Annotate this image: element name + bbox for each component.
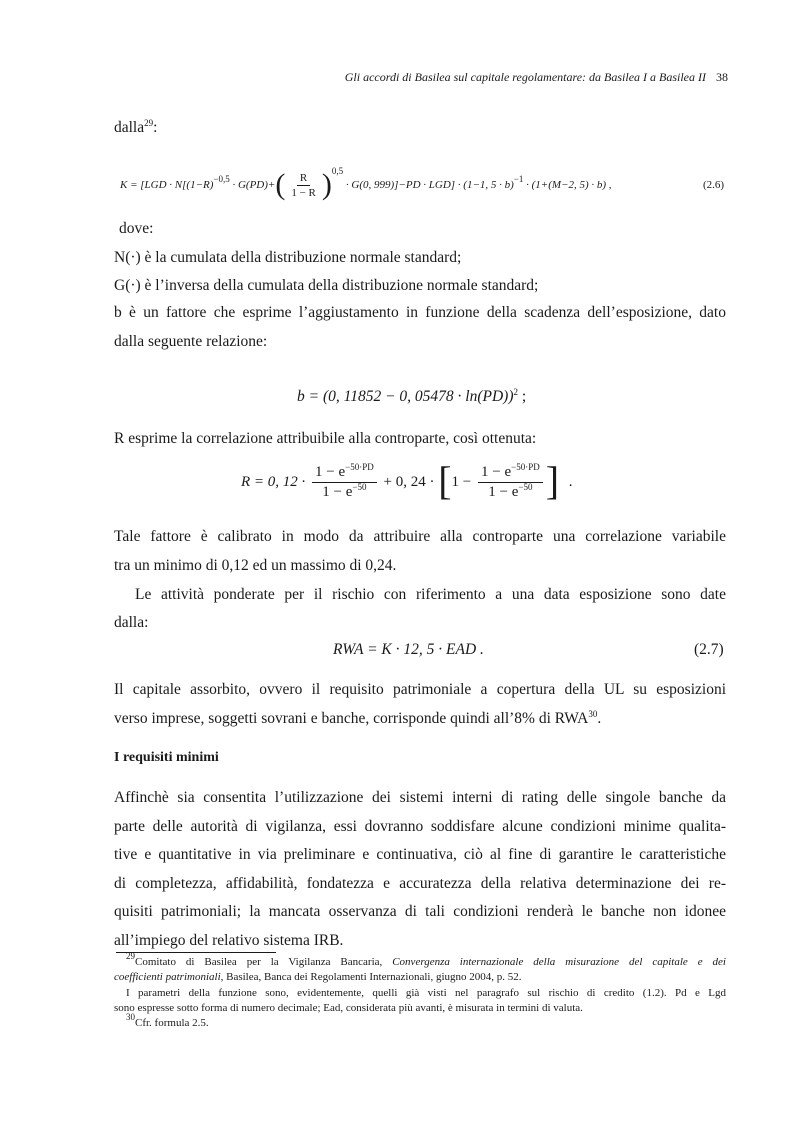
eq-b-exp: 2 <box>513 387 519 397</box>
reqs-line3: tive e quantitative in via preliminare e continuativa, ciò al fine di garantire le caratteristiche <box>114 846 726 863</box>
eq26-part3: · G(0, 999)]−PD · LGD] · (1−1, 5 · b) <box>343 179 514 191</box>
eq-r-frac1-num: 1 − e <box>315 464 346 480</box>
eq26-part2: · G(PD)+ <box>229 179 276 191</box>
capital-line2-text: verso imprese, soggetti sovrani e banche, corrisponde quindi all’8% di RWA <box>114 710 589 727</box>
eq27-text: RWA = K · 12, 5 · EAD . <box>333 641 484 658</box>
def-g: G(·) è l’inversa della cumulata della distribuzione normale standard; <box>114 277 539 294</box>
eq26-frac-num: R <box>297 172 310 186</box>
equation-2-7-label: (2.7) <box>694 641 724 658</box>
equation-2-7 <box>333 635 484 664</box>
footnote-30-text: Cfr. formula 2.5. <box>135 1017 209 1029</box>
capital-line2-end: . <box>597 710 602 727</box>
eq-r-rbracket: ] <box>545 457 560 503</box>
def-b-line2: dalla seguente relazione: <box>114 333 268 350</box>
eq-r-frac1-num-exp: −50·PD <box>345 462 374 472</box>
intro-line <box>114 113 157 142</box>
footnote-29-line1 <box>126 951 726 970</box>
eq26-part4: · (1+(M−2, 5) · b) , <box>523 179 612 191</box>
footnote-29-marker: 29 <box>126 951 135 961</box>
eq-r-frac2-den-exp: −50 <box>518 482 533 492</box>
footnote-30-marker: 30 <box>126 1012 135 1022</box>
eq-r-frac1 <box>312 464 377 501</box>
eq-r-frac2-num: 1 − e <box>481 464 512 480</box>
footnote-ref-30: 30 <box>588 709 598 719</box>
eq-r-frac1-den: 1 − e <box>322 484 353 500</box>
eq26-rparen: ) <box>321 168 332 201</box>
footnote-29-a: Comitato di Basilea per la Vigilanza Bancaria, <box>135 956 393 968</box>
eq-r-lhs: R = 0, 12 · <box>241 473 306 490</box>
eq26-part1: K = [LGD · N[(1−R) <box>120 179 214 191</box>
reqs-line5: quisiti patrimoniali; la mancata osservanza di tali condizioni renderà le banche non idonee <box>114 903 726 920</box>
footnote-ref-29: 29 <box>144 118 154 128</box>
footnote-29-d: , Basilea, Banca dei Regolamenti Internazionali, giugno 2004, p. 52. <box>220 971 522 983</box>
page-number: 38 <box>716 70 728 84</box>
reqs-line6: all’impiego del relativo sistema IRB. <box>114 932 344 949</box>
running-title: Gli accordi di Basilea sul capitale regolamentare: da Basilea I a Basilea II <box>344 70 706 84</box>
rwa-intro-line2: dalla: <box>114 614 149 631</box>
intro-colon: : <box>153 119 158 136</box>
eq26-exp1: −0,5 <box>213 174 230 184</box>
footnote-rule <box>116 952 276 953</box>
eq-r-frac2-num-exp: −50·PD <box>511 462 540 472</box>
eq-r-inner: 1 − <box>451 473 472 490</box>
footnote-29-c: coefficienti patrimoniali <box>114 971 221 983</box>
section-heading: I requisiti minimi <box>114 750 219 765</box>
def-b-line1: b è un fattore che esprime l’aggiustamento in funzione della scadenza dell’esposizione, dato <box>114 304 726 321</box>
reqs-line2: parte delle autorità di vigilanza, essi dovranno soddisfare alcune condizioni minime qualita- <box>114 818 726 835</box>
footnote-29-b: Convergenza internazionale della misurazione del capitale e dei <box>392 956 726 968</box>
equation-r <box>241 457 573 503</box>
footnote-29-line4: sono espresse sotto forma di numero decimale; Ead, considerata più avanti, è misurata in termini di valuta. <box>114 1002 583 1014</box>
reqs-line1: Affinchè sia consentita l’utilizzazione dei sistemi interni di rating delle singole banche da <box>114 789 726 806</box>
running-header <box>345 70 728 85</box>
eq-r-tail: . <box>568 473 573 490</box>
equation-b <box>297 382 526 411</box>
eq-b-tail: ; <box>518 388 527 405</box>
eq26-fraction <box>288 172 319 199</box>
eq26-lparen: ( <box>275 168 286 201</box>
eq26-frac-den: 1 − R <box>291 186 316 199</box>
dove-label: dove: <box>119 220 154 237</box>
capital-line2 <box>114 704 601 733</box>
footnote-29-line3: I parametri della funzione sono, evidentemente, quelli già visti nel paragrafo sul rischio di credito (1.2). Pd e Lgd <box>126 987 726 999</box>
footnote-29-line2 <box>114 970 522 985</box>
footnote-30 <box>126 1012 209 1031</box>
calib-line1: Tale fattore è calibrato in modo da attribuire alla controparte una correlazione variabile <box>114 528 726 545</box>
eq-r-frac2 <box>478 464 543 501</box>
eq-r-frac2-den: 1 − e <box>488 484 519 500</box>
rwa-intro-line1: Le attività ponderate per il rischio con riferimento a una data esposizione sono date <box>135 586 726 603</box>
equation-2-6-label: (2.6) <box>703 179 725 191</box>
eq26-exp2: 0,5 <box>331 166 344 176</box>
def-n: N(·) è la cumulata della distribuzione normale standard; <box>114 249 462 266</box>
eq-r-mid: + 0, 24 · <box>383 473 435 490</box>
intro-text: dalla <box>114 119 145 136</box>
calib-line2: tra un minimo di 0,12 ed un massimo di 0,24. <box>114 557 397 574</box>
equation-2-6 <box>120 166 612 201</box>
eq26-exp3: −1 <box>513 174 524 184</box>
capital-line1: Il capitale assorbito, ovvero il requisito patrimoniale a copertura della UL su esposizioni <box>114 681 726 698</box>
reqs-line4: di completezza, affidabilità, fondatezza e accuratezza della relativa determinazione dei re- <box>114 875 726 892</box>
eq-r-frac1-den-exp: −50 <box>352 482 367 492</box>
r-intro: R esprime la correlazione attribuibile alla controparte, così ottenuta: <box>114 430 537 447</box>
eq-r-lbracket: [ <box>438 457 452 503</box>
eq-b-text: b = (0, 11852 − 0, 05478 · ln(PD)) <box>297 388 514 405</box>
